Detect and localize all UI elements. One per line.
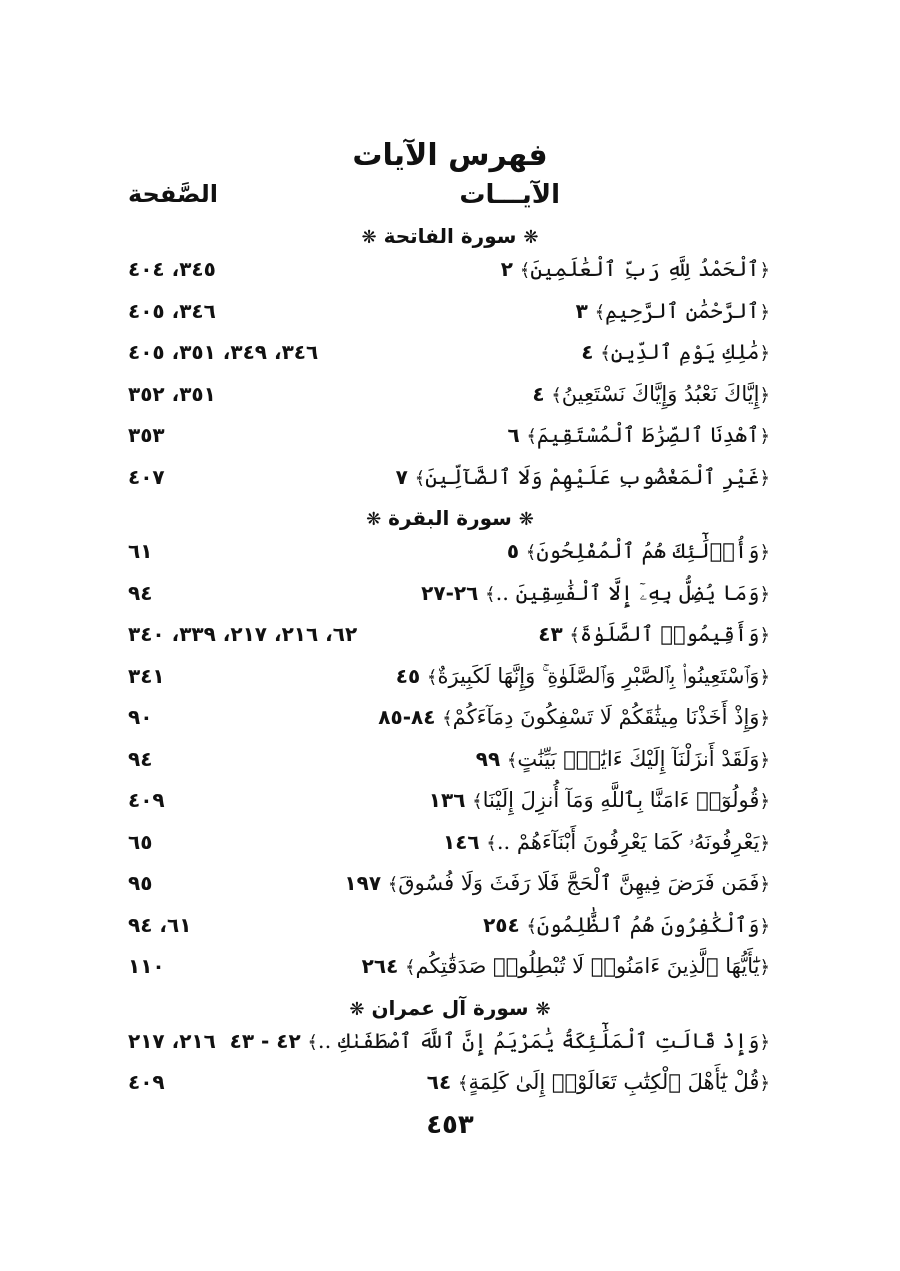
star-ornament-icon: ❋ xyxy=(523,227,539,248)
verse-text: ٱلْحَمْدُ لِلَّهِ رَبِّ ٱلْعَٰلَمِينَ xyxy=(530,257,760,281)
verse-number: ٢٥٤ xyxy=(483,912,520,937)
ornate-bracket-open: ﴿ xyxy=(759,832,770,854)
verse-text: وَإِذْ قَالَتِ ٱلْمَلَٰٓئِكَةُ يَٰمَرْيَمُ إِنَّ ٱللَّهَ ٱصْطَفَىٰكِ .. xyxy=(317,1028,760,1053)
verse-text: يَٰٓأَيُّهَا ٱلَّذِينَ ءَامَنُوا۟ لَا تُبْطِلُوا۟ صَدَقَٰتِكُم xyxy=(415,954,760,978)
verse-reference xyxy=(396,664,770,689)
verse-number: ٢ xyxy=(500,257,513,281)
page-number: ٤٥٣ xyxy=(426,1110,474,1140)
ornate-bracket-close: ﴾ xyxy=(485,583,496,605)
index-row xyxy=(0,1066,900,1108)
ornate-bracket-close: ﴾ xyxy=(569,625,580,646)
verse-text: إِيَّاكَ نَعْبُدُ وَإِيَّاكَ نَسْتَعِينُ xyxy=(561,381,760,406)
ornate-bracket-close: ﴾ xyxy=(414,467,426,489)
surah-name: سورة الفاتحة xyxy=(383,224,517,248)
index-row xyxy=(0,618,900,660)
verse-number: ٢٦٤ xyxy=(361,954,399,978)
verse-number: ٥ xyxy=(506,539,520,563)
verse-reference xyxy=(443,830,770,855)
verse-reference xyxy=(378,705,770,729)
surah-heading xyxy=(0,992,900,1025)
page-references: ٤٠٧ xyxy=(128,464,165,489)
verse-text: غَيْرِ ٱلْمَغْضُوبِ عَلَيْهِمْ وَلَا ٱلضَّآلِّينَ xyxy=(425,464,760,489)
verse-number: ١٩٧ xyxy=(344,871,382,895)
verse-reference xyxy=(396,465,770,489)
ornate-bracket-open: ﴿ xyxy=(759,583,770,605)
page-references: ٦١، ٩٤ xyxy=(128,912,192,937)
surah-heading xyxy=(0,220,900,253)
verse-text: مَٰلِكِ يَوْمِ ٱلدِّينِ xyxy=(610,340,760,364)
page-references: ٣٤٥، ٤٠٤ xyxy=(128,257,216,281)
star-ornament-icon: ❋ xyxy=(518,509,534,530)
ornate-bracket-close: ﴾ xyxy=(442,708,453,729)
verse-number: ٤٣ xyxy=(538,622,563,646)
index-row xyxy=(0,577,900,619)
page-title: فهرس الآيات xyxy=(352,138,548,173)
ornate-bracket-close: ﴾ xyxy=(519,260,531,281)
verse-number: ٤٥ xyxy=(395,663,421,688)
verse-reference xyxy=(483,913,770,937)
verse-text: ٱهْدِنَا ٱلصِّرَٰطَ ٱلْمُسْتَقِيمَ xyxy=(536,423,760,447)
ornate-bracket-close: ﴾ xyxy=(472,791,483,812)
page-references: ٩٤ xyxy=(128,580,153,605)
page-references: ٩٥ xyxy=(128,871,153,895)
page-references: ٤٠٩ xyxy=(128,1070,165,1094)
verse-reference xyxy=(362,954,770,978)
verse-reference xyxy=(576,299,770,323)
ornate-bracket-open: ﴿ xyxy=(759,260,770,281)
index-row xyxy=(0,867,900,909)
verse-reference xyxy=(344,871,770,895)
column-headers xyxy=(0,180,900,220)
ornate-bracket-open: ﴿ xyxy=(759,791,770,812)
index-row xyxy=(0,535,900,577)
index-row xyxy=(0,419,900,461)
verse-reference xyxy=(429,788,770,812)
page-references: ٦٥ xyxy=(128,829,153,854)
ornate-bracket-open: ﴿ xyxy=(759,625,770,646)
verse-text: فَمَن فَرَضَ فِيهِنَّ ٱلْحَجَّ فَلَا رَفَثَ وَلَا فُسُوقَ xyxy=(398,871,760,895)
verse-number: ٤ xyxy=(581,340,594,364)
verse-reference xyxy=(532,382,770,406)
index-row xyxy=(0,909,900,951)
ornate-bracket-close: ﴾ xyxy=(307,1031,318,1053)
star-ornament-icon: ❋ xyxy=(535,998,551,1020)
page-references: ٣٤٦، ٣٤٩، ٣٥١، ٤٠٥ xyxy=(128,340,319,364)
ornate-bracket-open: ﴿ xyxy=(759,957,770,978)
verse-text: وَأَقِيمُوا۟ ٱلصَّلَوٰةَ xyxy=(579,622,760,646)
verse-text: يَعْرِفُونَهُۥ كَمَا يَعْرِفُونَ أَبْنَآءَهُمْ .. xyxy=(496,829,760,854)
page-column-header: الصَّفحة xyxy=(128,180,219,208)
ornate-bracket-open: ﴿ xyxy=(759,666,770,688)
verse-reference xyxy=(507,423,770,447)
verse-number: ٧ xyxy=(395,464,408,489)
verse-text: وَإِذْ أَخَذْنَا مِيثَٰقَكُمْ لَا تَسْفِكُونَ دِمَآءَكُمْ xyxy=(452,705,760,729)
ornate-bracket-close: ﴾ xyxy=(486,832,497,854)
ornate-bracket-close: ﴾ xyxy=(506,749,518,771)
ornate-bracket-close: ﴾ xyxy=(594,301,606,323)
verse-number: ٤ xyxy=(532,381,545,406)
ornate-bracket-close: ﴾ xyxy=(526,915,537,937)
ornate-bracket-open: ﴿ xyxy=(759,874,770,895)
ornate-bracket-open: ﴿ xyxy=(759,343,770,364)
ornate-bracket-open: ﴿ xyxy=(759,1073,770,1094)
page-references: ١١٠ xyxy=(128,954,165,978)
page-references: ٣٤١ xyxy=(128,663,165,688)
ornate-bracket-open: ﴿ xyxy=(759,915,770,937)
verse-reference xyxy=(501,257,770,281)
ornate-bracket-close: ﴾ xyxy=(387,874,399,895)
verse-text: قُلْ يَٰٓأَهْلَ ٱلْكِتَٰبِ تَعَالَوْا۟ إِلَىٰ كَلِمَةٍ xyxy=(468,1070,760,1094)
ornate-bracket-close: ﴾ xyxy=(457,1073,469,1094)
verse-number: ٨٤-٨٥ xyxy=(378,705,436,729)
verse-text: وَٱلْكَٰفِرُونَ هُمُ ٱلظَّٰلِمُونَ xyxy=(536,912,760,937)
page-references: ٦٢، ٢١٦، ٢١٧، ٣٣٩، ٣٤٠ xyxy=(128,622,358,646)
page-references: ٣٥٣ xyxy=(128,423,165,447)
ornate-bracket-open: ﴿ xyxy=(759,749,770,771)
index-row xyxy=(0,295,900,337)
surah-name: سورة آل عمران xyxy=(371,995,529,1020)
verse-index-list xyxy=(0,220,900,1108)
verse-reference xyxy=(581,340,770,364)
ornate-bracket-open: ﴿ xyxy=(759,301,770,323)
page-references: ٩٠ xyxy=(128,705,153,729)
verse-reference xyxy=(507,539,770,563)
ornate-bracket-close: ﴾ xyxy=(551,384,562,406)
page-references: ٤٠٩ xyxy=(128,788,165,812)
index-row xyxy=(0,701,900,743)
verse-number: ١٣٦ xyxy=(428,788,466,812)
ornate-bracket-close: ﴾ xyxy=(600,343,611,364)
verses-column-header: الآيـــات xyxy=(459,180,560,210)
verse-reference xyxy=(476,747,770,771)
verse-text: وَأُو۟لَٰٓئِكَ هُمُ ٱلْمُفْلِحُونَ xyxy=(536,539,760,563)
verse-reference xyxy=(538,622,770,646)
ornate-bracket-open: ﴿ xyxy=(759,1031,770,1053)
index-row xyxy=(0,253,900,295)
verse-reference xyxy=(421,581,770,606)
page-references: ٩٤ xyxy=(128,746,153,771)
verse-reference xyxy=(230,1029,770,1053)
ornate-bracket-close: ﴾ xyxy=(404,957,416,978)
page-references: ٣٤٦، ٤٠٥ xyxy=(128,298,216,323)
ornate-bracket-open: ﴿ xyxy=(759,467,770,489)
ornate-bracket-open: ﴿ xyxy=(759,384,770,406)
verse-number: ٤٢ - ٤٣ xyxy=(229,1028,301,1053)
verse-text: قُولُوٓا۟ ءَامَنَّا بِٱللَّهِ وَمَآ أُنزِلَ إِلَيْنَا xyxy=(482,788,760,812)
surah-name: سورة البقرة xyxy=(388,506,512,530)
star-ornament-icon: ❋ xyxy=(361,227,377,248)
index-row xyxy=(0,950,900,992)
index-row xyxy=(0,826,900,868)
verse-number: ٩٩ xyxy=(475,746,501,771)
ornate-bracket-close: ﴾ xyxy=(426,666,438,688)
index-row xyxy=(0,461,900,503)
index-row xyxy=(0,743,900,785)
ornate-bracket-close: ﴾ xyxy=(525,542,537,563)
surah-heading xyxy=(0,502,900,535)
verse-text: ٱلرَّحْمَٰنِ ٱلرَّحِيمِ xyxy=(605,298,760,323)
verse-text: وَلَقَدْ أَنزَلْنَآ إِلَيْكَ ءَايَٰتٍۭ بَيِّنَٰتٍ xyxy=(517,746,760,771)
page-references: ٣٥١، ٣٥٢ xyxy=(128,381,216,406)
verse-number: ٣ xyxy=(575,298,588,323)
verse-number: ٢٦-٢٧ xyxy=(421,580,479,605)
ornate-bracket-open: ﴿ xyxy=(759,708,770,729)
page-references: ٦١ xyxy=(128,539,153,563)
index-row xyxy=(0,336,900,378)
ornate-bracket-open: ﴿ xyxy=(759,542,770,563)
ornate-bracket-close: ﴾ xyxy=(526,426,537,447)
index-row xyxy=(0,1025,900,1067)
index-row xyxy=(0,378,900,420)
page-references: ٢١٦، ٢١٧ xyxy=(128,1028,216,1053)
index-row xyxy=(0,784,900,826)
verse-text: وَمَا يُضِلُّ بِهِۦٓ إِلَّا ٱلْفَٰسِقِينَ .. xyxy=(495,580,760,605)
verse-number: ١٤٦ xyxy=(442,829,480,854)
verse-number: ٦٤ xyxy=(426,1070,452,1094)
star-ornament-icon: ❋ xyxy=(366,509,382,530)
verse-text: وَٱسْتَعِينُوا۟ بِٱلصَّبْرِ وَٱلصَّلَوٰةِ ۚ وَإِنَّهَا لَكَبِيرَةٌ xyxy=(437,663,760,688)
ornate-bracket-open: ﴿ xyxy=(759,426,770,447)
star-ornament-icon: ❋ xyxy=(349,998,365,1020)
index-row xyxy=(0,660,900,702)
verse-number: ٦ xyxy=(507,423,520,447)
verse-reference xyxy=(427,1070,770,1094)
